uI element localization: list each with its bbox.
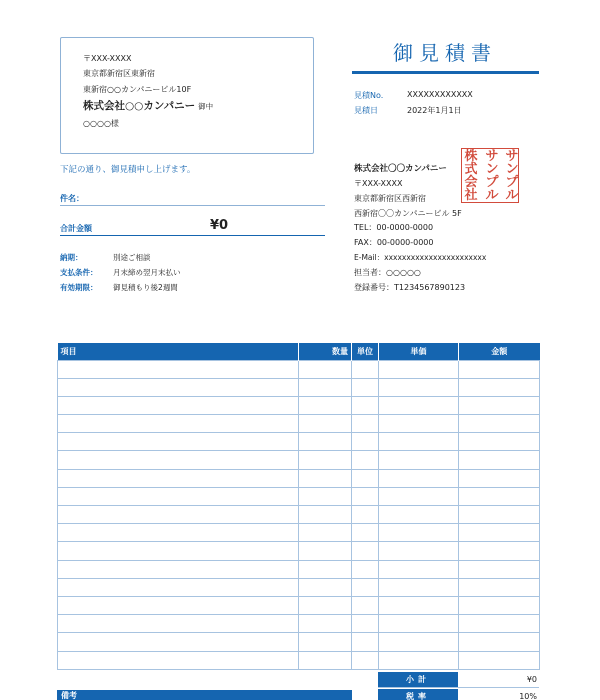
table-cell[interactable] [459, 433, 540, 451]
table-cell[interactable] [299, 487, 352, 505]
subject-underline [60, 205, 325, 206]
table-row [58, 415, 540, 433]
table-cell[interactable] [379, 469, 459, 487]
seal-char: 会 [464, 175, 478, 190]
table-cell[interactable] [299, 542, 352, 560]
table-row [58, 506, 540, 524]
recipient-company-name: 株式会社○○カンパニー [83, 100, 196, 112]
table-cell[interactable] [58, 633, 299, 651]
payment-label: 支払条件： [60, 268, 98, 277]
table-cell[interactable] [58, 651, 299, 669]
table-cell[interactable] [352, 396, 379, 414]
table-cell[interactable] [459, 469, 540, 487]
subtotal-label: 小計 [378, 672, 458, 687]
seal-char: 社 [464, 188, 478, 203]
issuer-contact: 担当者：○○○○○ [354, 268, 421, 277]
table-cell[interactable] [58, 487, 299, 505]
validity-value: 御見積もり後2週間 [113, 283, 178, 292]
table-cell[interactable] [58, 415, 299, 433]
table-cell[interactable] [299, 396, 352, 414]
table-cell[interactable] [299, 360, 352, 378]
header-amount: 金額 [459, 343, 540, 360]
items-body [58, 360, 540, 669]
table-cell[interactable] [459, 542, 540, 560]
table-cell[interactable] [379, 578, 459, 596]
table-cell[interactable] [379, 433, 459, 451]
table-cell[interactable] [58, 542, 299, 560]
header-unit: 単位 [352, 343, 379, 360]
table-cell[interactable] [58, 396, 299, 414]
table-cell[interactable] [379, 560, 459, 578]
seal-char: サ [505, 149, 519, 164]
table-cell[interactable] [459, 560, 540, 578]
lead-text: 下記の通り、御見積申し上げます。 [60, 165, 196, 175]
issuer-registration: 登録番号：T1234567890123 [354, 283, 466, 292]
table-cell[interactable] [352, 415, 379, 433]
table-row [58, 651, 540, 669]
table-cell[interactable] [379, 524, 459, 542]
issuer-address-1: 東京都新宿区西新宿 [354, 194, 426, 203]
table-cell[interactable] [379, 396, 459, 414]
issuer-email: E-Mail：xxxxxxxxxxxxxxxxxxxxxxx [354, 253, 487, 262]
table-header-row [58, 343, 540, 360]
table-cell[interactable] [352, 596, 379, 614]
table-cell[interactable] [299, 433, 352, 451]
recipient-address-2: 東新宿○○カンパニービル10F [83, 85, 192, 94]
tax-value: 10% [519, 692, 537, 700]
total-amount: ¥0 [210, 218, 229, 233]
remarks-label: 備考 [57, 690, 352, 700]
summary-divider [378, 687, 539, 688]
issuer-tel: TEL：00-0000-0000 [354, 223, 434, 232]
seal-char: 株 [464, 149, 478, 164]
seal-char: ン [485, 162, 499, 177]
tax-label: 税率 [378, 689, 458, 700]
company-seal-stamp [461, 148, 519, 203]
table-row [58, 469, 540, 487]
issuer-company: 株式会社〇〇カンパニー [354, 164, 447, 174]
validity-label: 有効期限： [60, 283, 98, 292]
table-cell[interactable] [352, 633, 379, 651]
table-row [58, 378, 540, 396]
seal-char: ル [485, 188, 499, 203]
payment-value: 月末締め翌月末払い [113, 268, 181, 277]
subtotal-value: ¥0 [526, 675, 537, 684]
table-cell[interactable] [379, 360, 459, 378]
recipient-honorific: 御中 [198, 102, 214, 111]
table-row [58, 633, 540, 651]
table-cell[interactable] [299, 469, 352, 487]
table-row [58, 451, 540, 469]
table-cell[interactable] [352, 378, 379, 396]
delivery-label: 納期： [60, 253, 83, 262]
seal-char: ン [505, 162, 519, 177]
issuer-fax: FAX：00-0000-0000 [354, 238, 434, 247]
table-cell[interactable] [459, 360, 540, 378]
table-row [58, 560, 540, 578]
table-cell[interactable] [58, 578, 299, 596]
issuer-address-2: 西新宿〇〇カンパニービル 5F [354, 209, 462, 218]
table-cell[interactable] [459, 524, 540, 542]
seal-char: サ [485, 149, 499, 164]
table-cell[interactable] [379, 506, 459, 524]
table-cell[interactable] [352, 487, 379, 505]
table-cell[interactable] [299, 560, 352, 578]
table-cell[interactable] [379, 615, 459, 633]
table-cell[interactable] [352, 542, 379, 560]
table-cell[interactable] [299, 451, 352, 469]
table-cell[interactable] [58, 560, 299, 578]
table-cell[interactable] [459, 651, 540, 669]
table-cell[interactable] [58, 596, 299, 614]
quote-date-label: 見積日 [354, 106, 378, 115]
table-cell[interactable] [459, 596, 540, 614]
recipient-address-1: 東京都新宿区東新宿 [83, 69, 155, 78]
table-cell[interactable] [352, 451, 379, 469]
header-unit-price: 単価 [379, 343, 459, 360]
table-cell[interactable] [299, 578, 352, 596]
title-underline [352, 71, 539, 74]
table-row [58, 578, 540, 596]
table-cell[interactable] [459, 578, 540, 596]
table-cell[interactable] [299, 596, 352, 614]
recipient-box [60, 37, 314, 154]
quote-date-value: 2022年1月1日 [407, 106, 462, 115]
table-cell[interactable] [459, 615, 540, 633]
table-cell[interactable] [379, 596, 459, 614]
quote-number-label: 見積No. [354, 91, 384, 100]
table-cell[interactable] [459, 451, 540, 469]
table-row [58, 396, 540, 414]
seal-char: 式 [464, 162, 478, 177]
table-row [58, 433, 540, 451]
table-cell[interactable] [352, 578, 379, 596]
seal-char: プ [485, 175, 499, 190]
items-table [57, 343, 540, 670]
table-cell[interactable] [459, 487, 540, 505]
subject-label: 件名： [60, 194, 84, 203]
recipient-person: ○○○○様 [83, 119, 119, 128]
table-cell[interactable] [299, 615, 352, 633]
table-row [58, 524, 540, 542]
header-item: 項目 [58, 343, 299, 360]
table-cell[interactable] [379, 487, 459, 505]
recipient-company [83, 100, 213, 113]
table-cell[interactable] [352, 360, 379, 378]
table-cell[interactable] [299, 506, 352, 524]
table-row [58, 596, 540, 614]
table-cell[interactable] [352, 524, 379, 542]
table-cell[interactable] [58, 451, 299, 469]
table-cell[interactable] [299, 524, 352, 542]
table-cell[interactable] [459, 378, 540, 396]
table-cell[interactable] [58, 433, 299, 451]
table-row [58, 542, 540, 560]
table-cell[interactable] [459, 506, 540, 524]
table-cell[interactable] [299, 651, 352, 669]
table-cell[interactable] [352, 469, 379, 487]
table-cell[interactable] [58, 524, 299, 542]
total-label: 合計金額 [60, 224, 92, 233]
seal-char: プ [505, 175, 519, 190]
table-cell[interactable] [58, 378, 299, 396]
table-cell[interactable] [352, 433, 379, 451]
table-row [58, 615, 540, 633]
seal-char: ル [505, 188, 519, 203]
document-title: 御見積書 [393, 41, 497, 65]
delivery-value: 別途ご相談 [113, 253, 151, 262]
header-quantity: 数量 [299, 343, 352, 360]
table-cell[interactable] [459, 396, 540, 414]
table-cell[interactable] [352, 651, 379, 669]
table-cell[interactable] [299, 633, 352, 651]
table-cell[interactable] [459, 415, 540, 433]
table-cell[interactable] [299, 378, 352, 396]
table-cell[interactable] [352, 506, 379, 524]
total-underline [60, 235, 325, 236]
table-cell[interactable] [58, 360, 299, 378]
table-cell[interactable] [459, 633, 540, 651]
table-cell[interactable] [299, 415, 352, 433]
issuer-postal: 〒XXX-XXXX [354, 179, 403, 188]
table-row [58, 360, 540, 378]
quote-number-value: XXXXXXXXXXXX [407, 90, 473, 99]
table-row [58, 487, 540, 505]
table-cell[interactable] [379, 542, 459, 560]
table-cell[interactable] [58, 506, 299, 524]
table-cell[interactable] [379, 378, 459, 396]
table-cell[interactable] [379, 415, 459, 433]
table-cell[interactable] [379, 651, 459, 669]
table-cell[interactable] [352, 560, 379, 578]
table-cell[interactable] [379, 633, 459, 651]
recipient-postal: 〒XXX-XXXX [83, 54, 132, 63]
table-cell[interactable] [58, 469, 299, 487]
table-cell[interactable] [58, 615, 299, 633]
table-cell[interactable] [352, 615, 379, 633]
table-cell[interactable] [379, 451, 459, 469]
